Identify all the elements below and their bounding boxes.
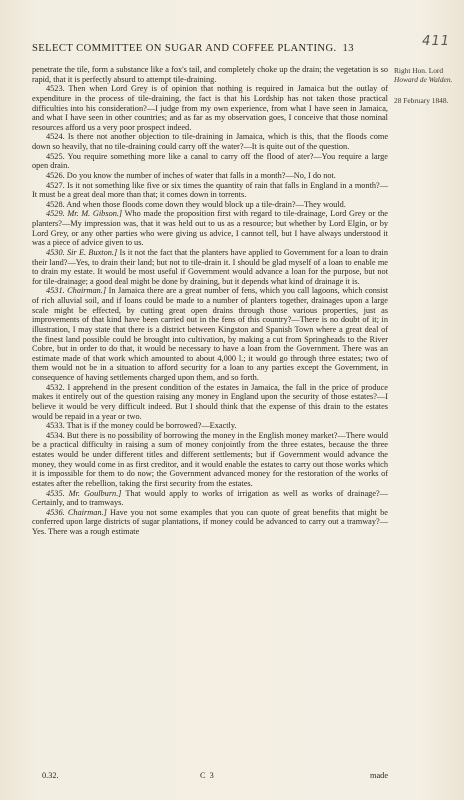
testimony-paragraph (32, 171, 388, 181)
testimony-paragraph (32, 132, 388, 151)
speaker-label: 4530. Sir E. Buxton.] (46, 247, 118, 257)
paragraph-text: 4533. That is if the money could be borrowed?—Exactly. (46, 421, 237, 431)
testimony-body (32, 65, 388, 537)
testimony-paragraph (32, 200, 388, 210)
testimony-paragraph (32, 248, 388, 287)
paragraph-text: penetrate the tile, form a substance like a fox's tail, and completely choke up the drain; the vegetation is so rapid, that it is perfectly absurd to attempt tile-draining. (32, 65, 388, 84)
testimony-paragraph (32, 489, 388, 508)
speaker-label: 4531. Chairman.] (46, 286, 107, 296)
testimony-paragraph (32, 181, 388, 200)
folio-number: 411 (422, 34, 450, 49)
signature-mark: C 3 (200, 771, 215, 780)
paragraph-text: In Jamaica there are a great number of fens, which you call lagoons, which consist of rich alluvial soil, and if loans could be made to a number of planters together, drainages upon a large scale might be effected, by cutting great open drains through those various properties, just as improvements of that kind have been carried out in the fens of this country?—There is no doubt of it; in illustration, I may state that there is a district between Kingston and Spanish Town where a great deal of the finest land possible could be brought into cultivation, by making a cut from Springheads to the River Cobre, but in order to do that, it would be necessary to have a loan from the Government. There was an estimate made of that work which amounted to about 4,000 l.; it would go through three estates; two of them would not be in a situation to afford security for a loan to any parties except the Government, in consequence of having settlements charged upon them, and so forth. (32, 286, 388, 382)
sessional-code: 0.32. (42, 771, 59, 780)
date-note: 28 February 1848. (394, 96, 449, 105)
page-footer (32, 771, 388, 783)
paragraph-text: 4523. Then when Lord Grey is of opinion that nothing is required in Jamaica but the outlay of expenditure in the process of tile-draining, the fact is that his Lordship has not taken those practical difficulties into his consideration?—I judge from my own experience, from what I have seen in Jamaica, and what I have seen in other countries; and as far as my observation goes, I conceive that those nominal resources afford us a very poor prospect indeed. (32, 84, 388, 132)
catchword: made (370, 771, 388, 780)
paragraph-text: Have you not some examples that you can quote of great benefits that might be conferred upon large districts of sugar plantations, if money could be advanced to carry out a tramway?—Yes. There was a rough estimate (32, 507, 388, 536)
speaker-label: 4536. Chairman.] (46, 507, 107, 517)
testimony-paragraph (32, 65, 388, 84)
testimony-paragraph (32, 84, 388, 132)
paragraph-text: Is it not the fact that the planters have applied to Government for a loan to drain their land?—Yes, to drain their land; but not to tile-drain it. I should be glad myself of a loan to enable me to drain my estate. It would be most useful if Government would advance a loan for the purpose, but not for tile-drainage; a good deal might be done by draining, but it depends what kind of drainage it is. (32, 247, 388, 286)
testimony-paragraph (32, 209, 388, 248)
paragraph-text: 4527. Is it not something like five or six times the quantity of rain that falls in England in a month?—It must be a great deal more than that; it comes down in torrents. (32, 180, 388, 200)
paragraph-text: 4528. And when those floods come down they would block up a tile-drain?—They would. (46, 199, 346, 209)
page-number: 13 (342, 43, 354, 54)
testimony-paragraph (32, 431, 388, 489)
paragraph-text: 4525. You require something more like a canal to carry off the flood of ater?—You require a large open drain. (32, 151, 388, 171)
testimony-paragraph (32, 421, 388, 431)
speaker-label: 4535. Mr. Goulburn.] (46, 488, 122, 498)
testimony-paragraph (32, 383, 388, 422)
witness-name-2: Howard de Walden. (394, 75, 453, 84)
speaker-label: 4529. Mr. M. Gibson.] (46, 209, 123, 219)
testimony-paragraph (32, 508, 388, 537)
paragraph-text: 4526. Do you know the number of inches of water that falls in a month?—No, I do not. (46, 170, 336, 180)
testimony-paragraph (32, 152, 388, 171)
witness-name: Right Hon. Lord (394, 66, 444, 75)
paragraph-text: Who made the proposition first with regard to tile-drainage, Lord Grey or the planters?—My impression was, that it was held out to us as a resource; but whether by Lord Elgin, or by Lord Grey, or any other parties who were giving us advice, I cannot tell, but I have always understood it was a piece of advice given to us. (32, 209, 388, 248)
paragraph-text: 4534. But there is no possibility of borrowing the money in the English money market?—There would be a practical difficulty in raising a sum of money conjointly from the three estates, because the three estates would be under different titles and different settlements; but if Government would advance the money, they would come in as first creditor, and it would enable the estates to carry out those works which it is impossible for them to do now; the Government advanced money for the restoration of the works of estates after the rebellion, taking the first security from the estates. (32, 430, 388, 488)
running-title: SELECT COMMITTEE ON SUGAR AND COFFEE PLANTING. (32, 43, 337, 54)
paragraph-text: 4524. Is there not another objection to tile-draining in Jamaica, which is this, that the floods come down so heavily, that no tile-draining could carry off the water?—It is quite out of the question. (32, 132, 388, 151)
witness-note (394, 66, 460, 84)
testimony-paragraph (32, 286, 388, 382)
running-header (32, 43, 392, 54)
paragraph-text: That would apply to works of irrigation as well as works of drainage?—Certainly, and to tramways. (32, 488, 388, 508)
paragraph-text: 4532. I apprehend in the present condition of the estates in Jamaica, the fall in the price of produce makes it entirely out of the question raising any money in England upon the security of those estates?—I believe it would be very difficult indeed. But I should think that the expense of this drain to the estates would be repaid in a year or two. (32, 382, 388, 421)
